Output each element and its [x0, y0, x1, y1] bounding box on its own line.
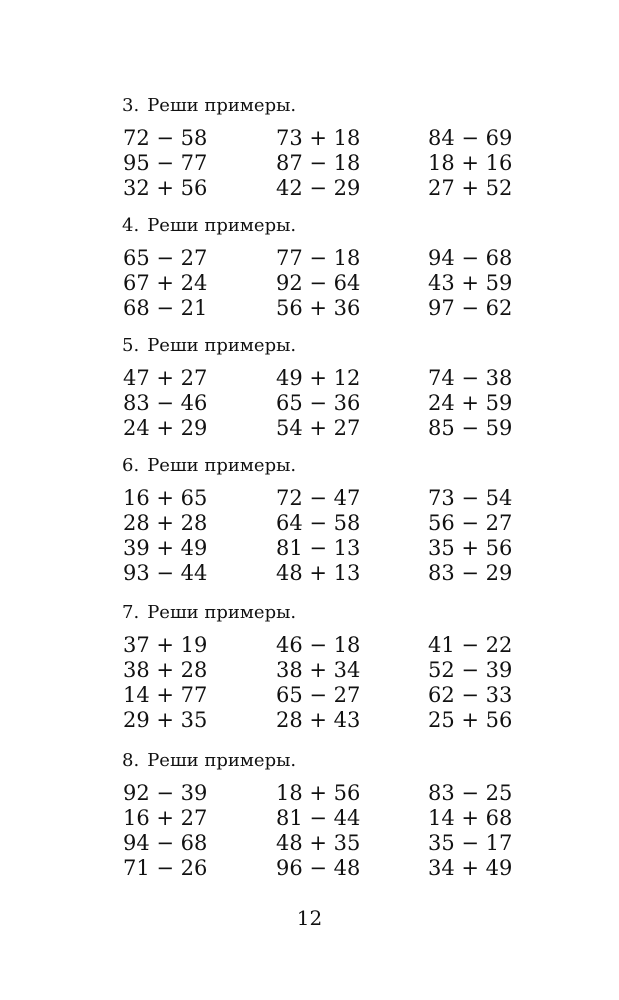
example: 81 − 44 — [276, 806, 361, 830]
example: 94 − 68 — [428, 246, 513, 270]
example: 54 + 27 — [276, 416, 361, 440]
example: 71 − 26 — [123, 856, 208, 880]
example: 24 + 29 — [123, 416, 208, 440]
exercise-title: Реши примеры. — [147, 335, 297, 356]
example: 48 + 35 — [276, 831, 361, 855]
exercise-title: Реши примеры. — [147, 215, 297, 236]
examples-row — [122, 151, 522, 176]
example: 85 − 59 — [428, 416, 513, 440]
example: 43 + 59 — [428, 271, 513, 295]
exercise-number: 6. — [122, 455, 140, 476]
exercise-number: 7. — [122, 602, 140, 623]
example: 65 − 36 — [276, 391, 361, 415]
examples-row — [122, 296, 522, 321]
exercise-title: Реши примеры. — [147, 95, 297, 116]
example: 37 + 19 — [123, 633, 208, 657]
example: 87 − 18 — [276, 151, 361, 175]
example: 41 − 22 — [428, 633, 513, 657]
examples-grid — [122, 126, 522, 201]
example: 24 + 59 — [428, 391, 513, 415]
example: 14 + 68 — [428, 806, 513, 830]
example: 64 − 58 — [276, 511, 361, 535]
example: 65 − 27 — [276, 683, 361, 707]
example: 77 − 18 — [276, 246, 361, 270]
examples-row — [122, 486, 522, 511]
example: 32 + 56 — [123, 176, 208, 200]
exercise-number: 3. — [122, 95, 140, 116]
example: 29 + 35 — [123, 708, 208, 732]
example: 38 + 34 — [276, 658, 361, 682]
example: 83 − 29 — [428, 561, 513, 585]
examples-row — [122, 806, 522, 831]
exercise-heading — [122, 214, 522, 238]
exercise-title: Реши примеры. — [147, 602, 297, 623]
example: 42 − 29 — [276, 176, 361, 200]
example: 46 − 18 — [276, 633, 361, 657]
example: 18 + 56 — [276, 781, 361, 805]
example: 56 + 36 — [276, 296, 361, 320]
examples-grid — [122, 486, 522, 586]
example: 52 − 39 — [428, 658, 513, 682]
example: 68 − 21 — [123, 296, 208, 320]
example: 35 + 56 — [428, 536, 513, 560]
exercise-heading — [122, 94, 522, 118]
examples-row — [122, 856, 522, 881]
exercise-7 — [122, 601, 522, 733]
examples-row — [122, 271, 522, 296]
example: 72 − 47 — [276, 486, 361, 510]
example: 65 − 27 — [123, 246, 208, 270]
example: 93 − 44 — [123, 561, 208, 585]
example: 14 + 77 — [123, 683, 208, 707]
example: 25 + 56 — [428, 708, 513, 732]
exercise-title: Реши примеры. — [147, 750, 297, 771]
example: 16 + 65 — [123, 486, 208, 510]
example: 97 − 62 — [428, 296, 513, 320]
examples-row — [122, 536, 522, 561]
exercise-heading — [122, 601, 522, 625]
example: 72 − 58 — [123, 126, 208, 150]
example: 92 − 39 — [123, 781, 208, 805]
example: 95 − 77 — [123, 151, 208, 175]
example: 94 − 68 — [123, 831, 208, 855]
example: 62 − 33 — [428, 683, 513, 707]
example: 96 − 48 — [276, 856, 361, 880]
examples-row — [122, 511, 522, 536]
examples-grid — [122, 246, 522, 321]
examples-row — [122, 633, 522, 658]
example: 28 + 28 — [123, 511, 208, 535]
exercise-heading — [122, 334, 522, 358]
example: 92 − 64 — [276, 271, 361, 295]
examples-row — [122, 708, 522, 733]
page-number: 12 — [296, 906, 323, 930]
examples-row — [122, 781, 522, 806]
examples-row — [122, 416, 522, 441]
exercise-6 — [122, 454, 522, 586]
examples-grid — [122, 633, 522, 733]
examples-grid — [122, 781, 522, 881]
example: 83 − 46 — [123, 391, 208, 415]
example: 67 + 24 — [123, 271, 208, 295]
example: 73 + 18 — [276, 126, 361, 150]
example: 47 + 27 — [123, 366, 208, 390]
example: 73 − 54 — [428, 486, 513, 510]
examples-row — [122, 658, 522, 683]
examples-row — [122, 126, 522, 151]
example: 38 + 28 — [123, 658, 208, 682]
exercise-4 — [122, 214, 522, 321]
examples-row — [122, 391, 522, 416]
exercise-heading — [122, 454, 522, 478]
examples-row — [122, 176, 522, 201]
example: 81 − 13 — [276, 536, 361, 560]
example: 56 − 27 — [428, 511, 513, 535]
example: 18 + 16 — [428, 151, 513, 175]
example: 34 + 49 — [428, 856, 513, 880]
examples-row — [122, 831, 522, 856]
example: 35 − 17 — [428, 831, 513, 855]
exercise-5 — [122, 334, 522, 441]
example: 83 − 25 — [428, 781, 513, 805]
example: 74 − 38 — [428, 366, 513, 390]
exercise-number: 8. — [122, 750, 140, 771]
exercise-title: Реши примеры. — [147, 455, 297, 476]
exercise-number: 5. — [122, 335, 140, 356]
examples-row — [122, 246, 522, 271]
examples-row — [122, 683, 522, 708]
example: 49 + 12 — [276, 366, 361, 390]
exercise-heading — [122, 749, 522, 773]
example: 27 + 52 — [428, 176, 513, 200]
exercise-number: 4. — [122, 215, 140, 236]
example: 28 + 43 — [276, 708, 361, 732]
examples-grid — [122, 366, 522, 441]
example: 48 + 13 — [276, 561, 361, 585]
example: 84 − 69 — [428, 126, 513, 150]
exercise-3 — [122, 94, 522, 201]
exercise-8 — [122, 749, 522, 881]
examples-row — [122, 561, 522, 586]
examples-row — [122, 366, 522, 391]
example: 16 + 27 — [123, 806, 208, 830]
example: 39 + 49 — [123, 536, 208, 560]
